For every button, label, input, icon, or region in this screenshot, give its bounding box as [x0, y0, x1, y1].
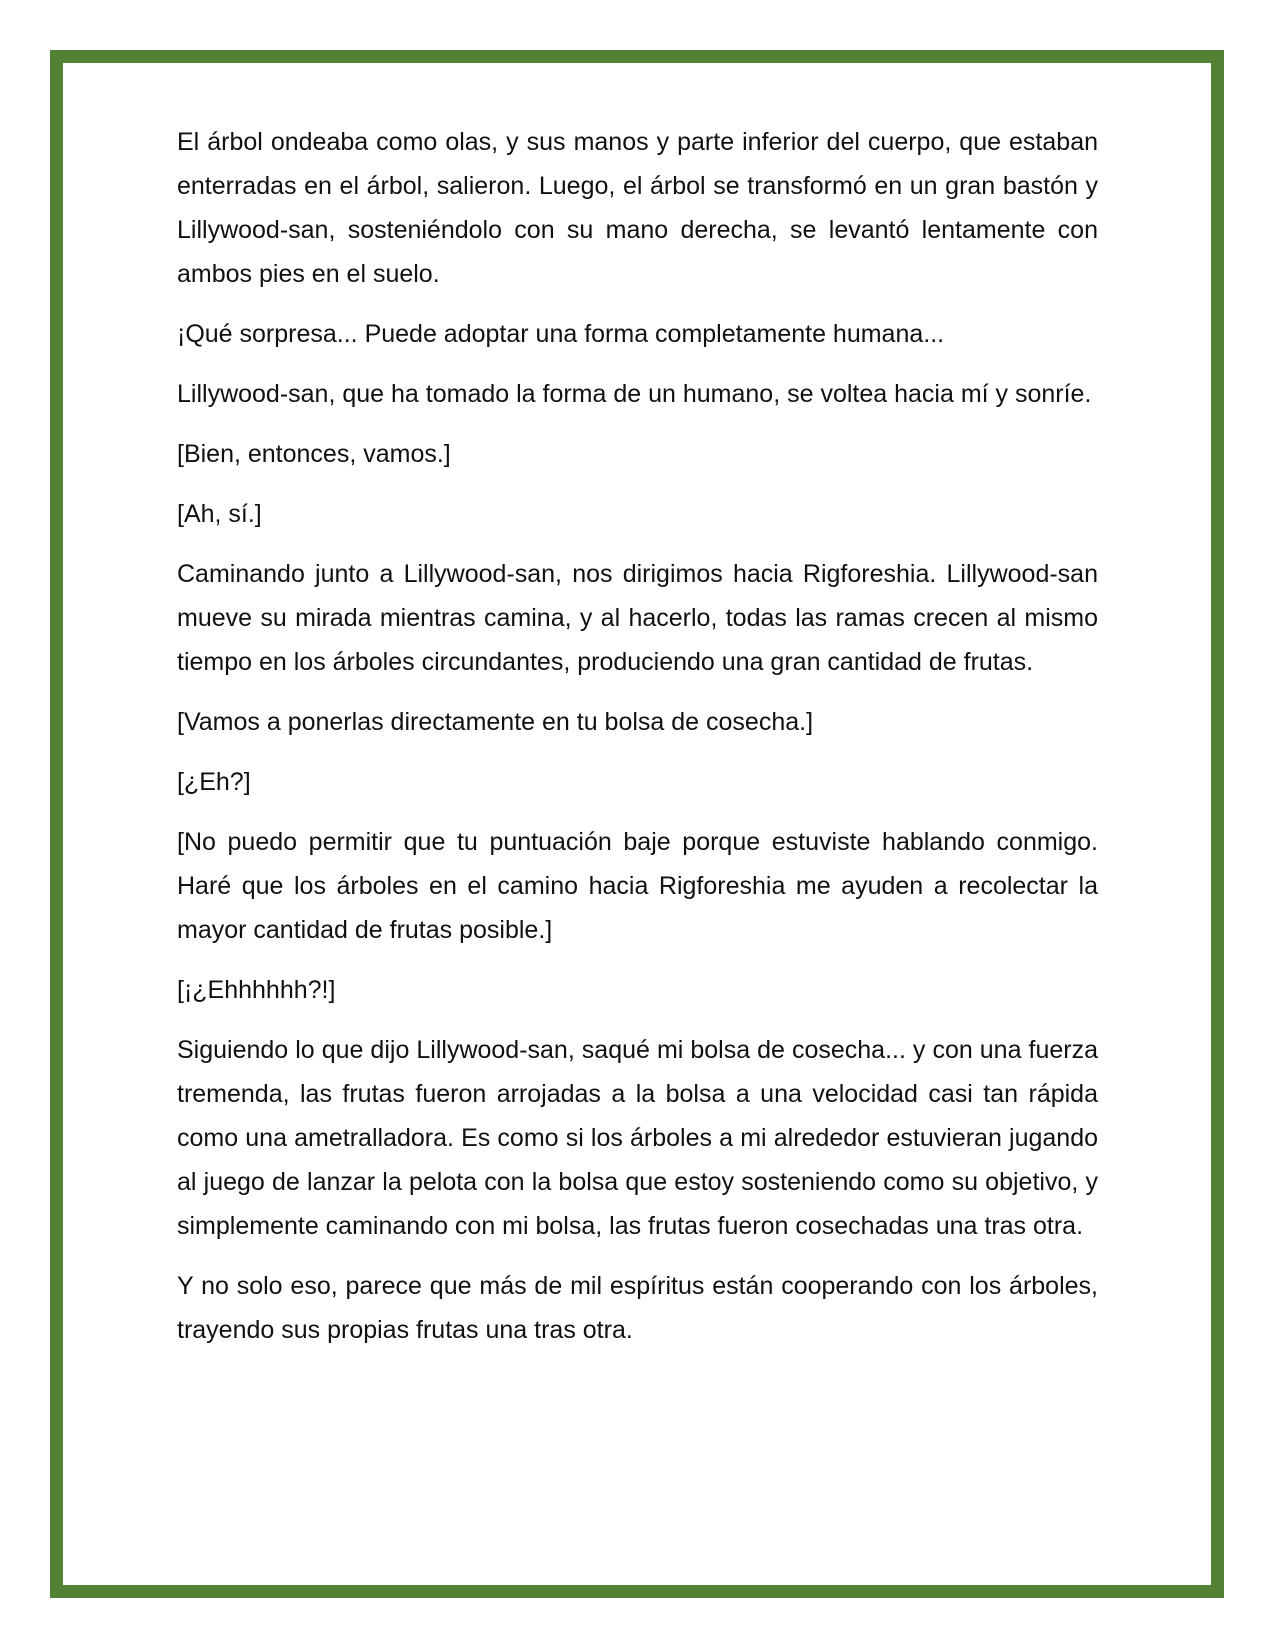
paragraph-3: Lillywood-san, que ha tomado la forma de un humano, se voltea hacia mí y sonríe.: [177, 380, 1092, 408]
paragraph-5: [Ah, sí.]: [177, 500, 262, 528]
paragraph-6: Caminando junto a Lillywood-san, nos dirigimos hacia Rigforeshia. Lillywood-san mueve su mirada mientras camina, y al hacerlo, todas las ramas crecen al mismo tiempo en los árboles circundantes, produciendo una gran cantidad de frutas.: [177, 560, 1098, 676]
paragraph-4: [Bien, entonces, vamos.]: [177, 440, 451, 468]
paragraph-9: [No puedo permitir que tu puntuación baje porque estuviste hablando conmigo. Haré que los árboles en el camino hacia Rigforeshia me ayuden a recolectar la mayor cantidad de frutas posible.]: [177, 828, 1098, 944]
paragraph-12: Y no solo eso, parece que más de mil espíritus están cooperando con los árboles, trayendo sus propias frutas una tras otra.: [177, 1272, 1098, 1344]
paragraph-10: [¡¿Ehhhhhh?!]: [177, 976, 336, 1004]
paragraph-8: [¿Eh?]: [177, 768, 251, 796]
paragraph-7: [Vamos a ponerlas directamente en tu bolsa de cosecha.]: [177, 708, 814, 736]
document-body: [177, 120, 1098, 1368]
paragraph-1: El árbol ondeaba como olas, y sus manos y parte inferior del cuerpo, que estaban enterradas en el árbol, salieron. Luego, el árbol se transformó en un gran bastón y Lillywood-san, sosteniéndolo con su mano derecha, se levantó lentamente con ambos pies en el suelo.: [177, 128, 1098, 288]
paragraph-2: ¡Qué sorpresa... Puede adoptar una forma completamente humana...: [177, 320, 945, 348]
paragraph-11: Siguiendo lo que dijo Lillywood-san, saqué mi bolsa de cosecha... y con una fuerza tremenda, las frutas fueron arrojadas a la bolsa a una velocidad casi tan rápida como una ametralladora. Es como si los árboles a mi alrededor estuvieran jugando al juego de lanzar la pelota con la bolsa que estoy sosteniendo como su objetivo, y simplemente caminando con mi bolsa, las frutas fueron cosechadas una tras otra.: [177, 1036, 1098, 1240]
